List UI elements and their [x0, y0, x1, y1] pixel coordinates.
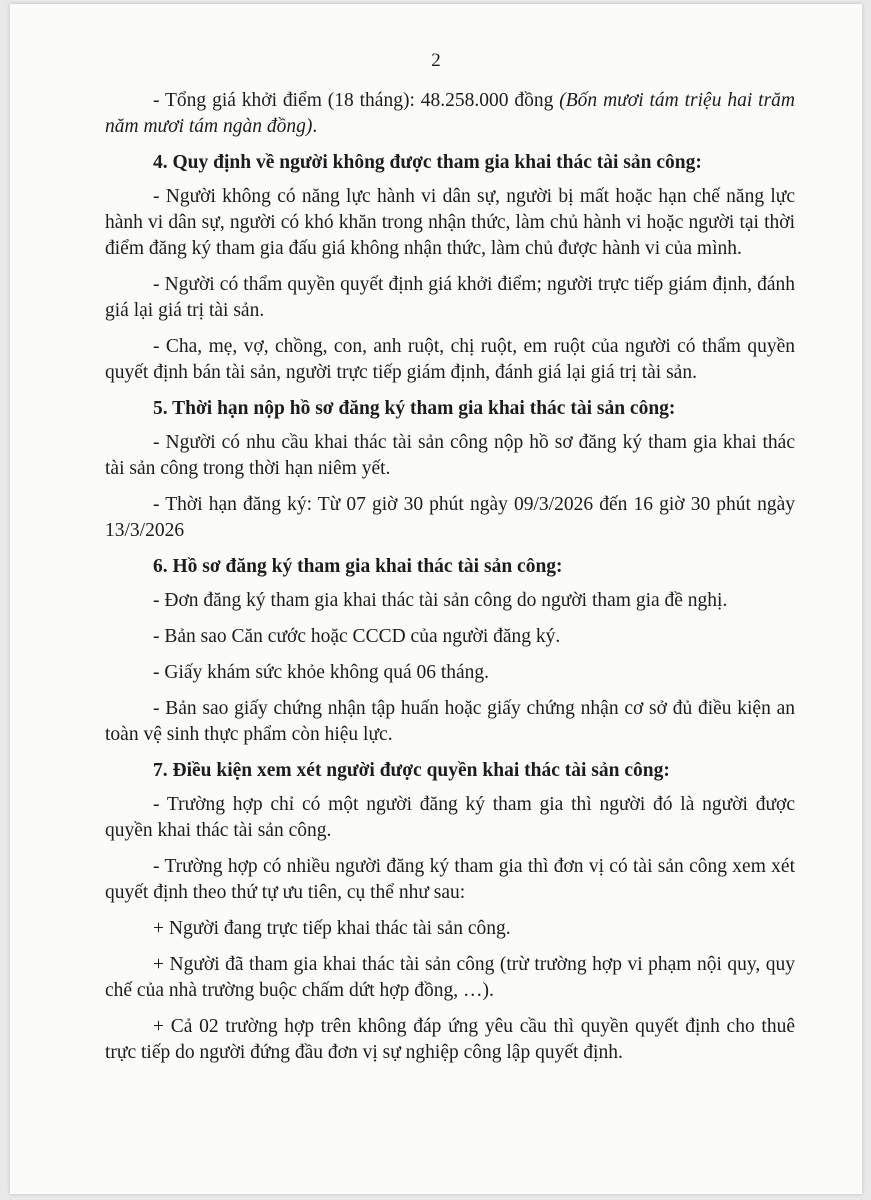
section-heading: 6. Hồ sơ đăng ký tham gia khai thác tài sản công:	[153, 556, 563, 577]
starting-price-text: - Tổng giá khởi điểm (18 tháng): 48.258.000 đồng	[153, 90, 560, 111]
paragraph: - Trường hợp chỉ có một người đăng ký tham gia thì người đó là người được quyền khai thác tài sản công.	[105, 794, 795, 841]
paragraph: + Người đã tham gia khai thác tài sản công (trừ trường hợp vi phạm nội quy, quy chế của nhà trường buộc chấm dứt hợp đồng, …).	[105, 954, 795, 1001]
section-heading: 7. Điều kiện xem xét người được quyền khai thác tài sản công:	[153, 760, 670, 781]
starting-price-paragraph	[105, 88, 795, 140]
paragraph: - Đơn đăng ký tham gia khai thác tài sản công do người tham gia đề nghị.	[153, 590, 728, 611]
paragraph: - Trường hợp có nhiều người đăng ký tham gia thì đơn vị có tài sản công xem xét quyết định theo thứ tự ưu tiên, cụ thể như sau:	[105, 856, 795, 903]
paragraph: - Người có thẩm quyền quyết định giá khởi điểm; người trực tiếp giám định, đánh giá lại giá trị tài sản.	[105, 274, 795, 321]
section-heading: 5. Thời hạn nộp hồ sơ đăng ký tham gia khai thác tài sản công:	[153, 398, 676, 419]
paragraph: - Bản sao Căn cước hoặc CCCD của người đăng ký.	[153, 626, 561, 647]
paragraph: - Người không có năng lực hành vi dân sự, người bị mất hoặc hạn chế năng lực hành vi dân sự, người có khó khăn trong nhận thức, làm chủ hành vi hoặc người tại thời điểm đăng ký tham gia đấu giá không nhận thức, làm chủ được hành vi của mình.	[105, 186, 795, 259]
paragraph: - Người có nhu cầu khai thác tài sản công nộp hồ sơ đăng ký tham gia khai thác tài sản công trong thời hạn niêm yết.	[105, 432, 795, 479]
paragraph: - Bản sao giấy chứng nhận tập huấn hoặc giấy chứng nhận cơ sở đủ điều kiện an toàn vệ sinh thực phẩm còn hiệu lực.	[105, 698, 795, 745]
paragraph: + Cả 02 trường hợp trên không đáp ứng yêu cầu thì quyền quyết định cho thuê trực tiếp do người đứng đầu đơn vị sự nghiệp công lập quyết định.	[105, 1016, 795, 1063]
starting-price-end: .	[312, 116, 318, 137]
paragraph: - Thời hạn đăng ký: Từ 07 giờ 30 phút ngày 09/3/2026 đến 16 giờ 30 phút ngày 13/3/2026	[105, 494, 795, 541]
section-7	[105, 758, 795, 1066]
page-number: 2	[431, 50, 441, 71]
document-page	[10, 4, 862, 1194]
section-heading: 4. Quy định về người không được tham gia khai thác tài sản công:	[153, 152, 702, 173]
starting-price-in-words: (Bốn mươi tám triệu hai trăm năm mươi tám ngàn đồng)	[105, 90, 795, 137]
section-6	[105, 554, 795, 748]
paragraph: + Người đang trực tiếp khai thác tài sản công.	[153, 918, 511, 939]
section-4	[105, 150, 795, 386]
document-body	[105, 88, 795, 1076]
paragraph: - Cha, mẹ, vợ, chồng, con, anh ruột, chị ruột, em ruột của người có thẩm quyền quyết định bán tài sản, người trực tiếp giám định, đánh giá lại giá trị tài sản.	[105, 336, 795, 383]
section-5	[105, 396, 795, 544]
paragraph: - Giấy khám sức khỏe không quá 06 tháng.	[153, 662, 490, 683]
